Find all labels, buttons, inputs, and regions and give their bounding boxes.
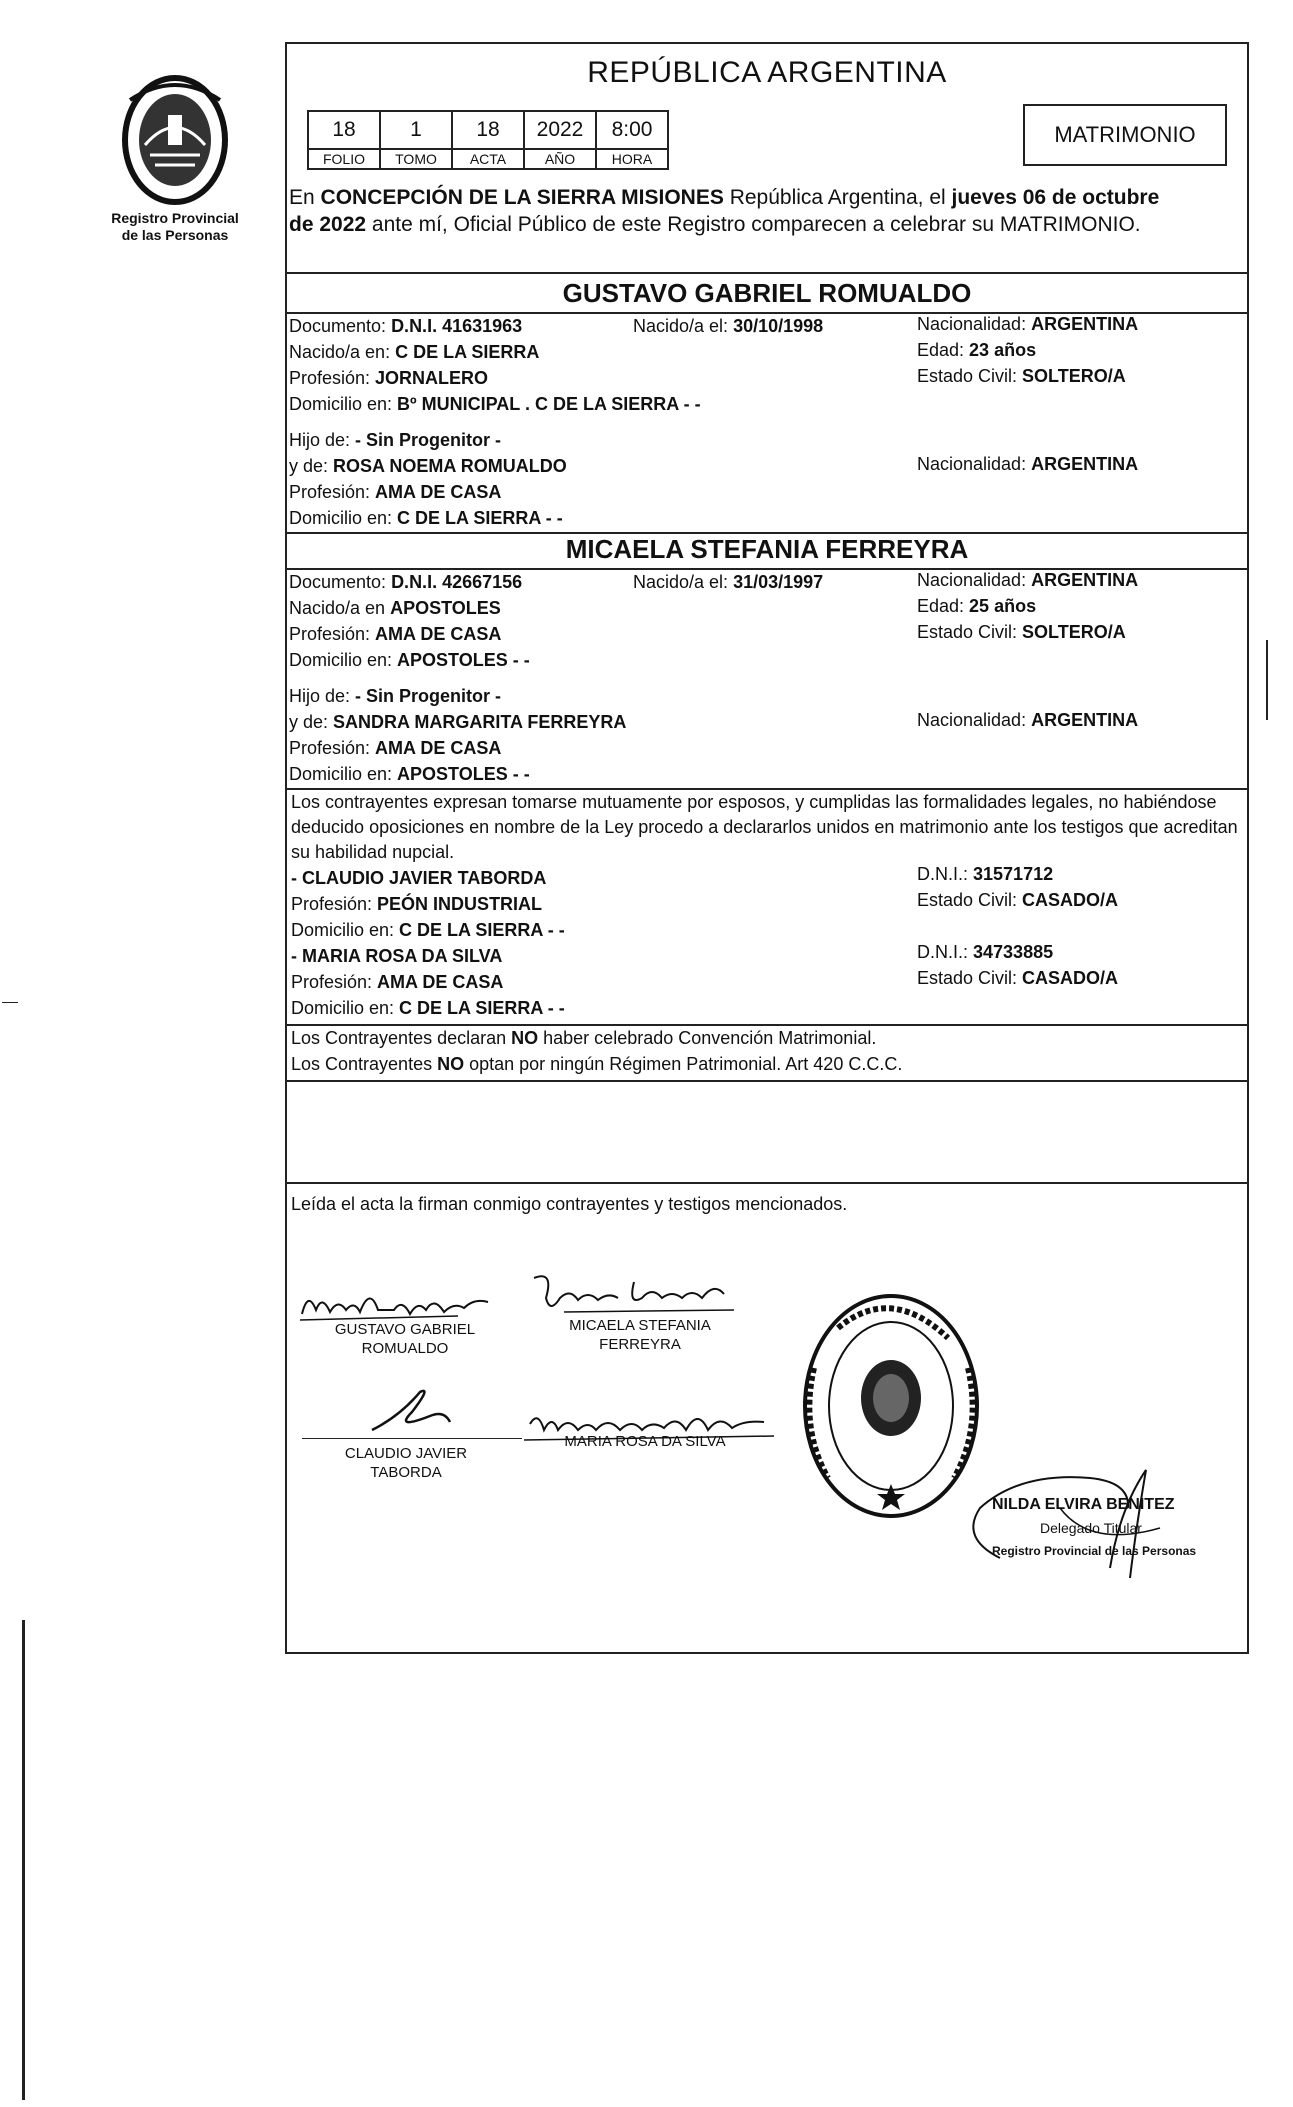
label: Nacionalidad: <box>917 570 1032 590</box>
document-title: REPÚBLICA ARGENTINA <box>587 56 947 89</box>
label: Nacido/a en: <box>289 342 396 362</box>
tomo-label: TOMO <box>380 149 452 169</box>
groom-parent2 <box>289 456 567 477</box>
logo-caption-line1: Registro Provincial <box>111 210 239 226</box>
hour-label: HORA <box>596 149 668 169</box>
scan-edge-mark <box>2 1002 18 1003</box>
groom-age <box>917 340 1036 361</box>
intro-year: de 2022 <box>289 213 367 236</box>
label: Documento: <box>289 316 392 336</box>
value: 31571712 <box>973 864 1054 884</box>
label-line: ROMUALDO <box>361 1340 449 1357</box>
witness2-name <box>291 946 502 967</box>
label: Domicilio en: <box>291 998 400 1018</box>
label: Profesión: <box>291 972 378 992</box>
label: Nacido/a el: <box>633 572 734 592</box>
label: Profesión: <box>289 738 376 758</box>
intro-place: CONCEPCIÓN DE LA SIERRA MISIONES <box>320 186 724 209</box>
groom-parent1 <box>289 430 501 451</box>
divider <box>287 1024 1247 1026</box>
intro-part: República Argentina, el <box>723 186 952 209</box>
bride-parent-profession <box>289 738 501 759</box>
value: AMA DE CASA <box>377 972 504 992</box>
closing-text: Leída el acta la firman conmigo contrayentes y testigos mencionados. <box>291 1194 848 1214</box>
value: APOSTOLES <box>390 598 501 618</box>
label: Estado Civil: <box>917 890 1023 910</box>
bride-nationality <box>917 570 1138 591</box>
text: Los Contrayentes declaran <box>291 1028 512 1048</box>
bride-address <box>289 650 530 671</box>
label: Nacido/a el: <box>633 316 734 336</box>
value: 34733885 <box>973 942 1054 962</box>
groom-signature-label <box>300 1320 510 1358</box>
bride-profession <box>289 624 501 645</box>
label: Profesión: <box>289 482 376 502</box>
label: Documento: <box>289 572 392 592</box>
declaration-text: Los contrayentes expresan tomarse mutuamente por esposos, y cumplidas las formalidades legales, no habiéndose deducido oposiciones en nombre de la Ley procedo a declararlos unidos en matrimonio ante los testigos que acreditan su habilidad nupcial. <box>291 792 1238 862</box>
bride-signature-label <box>540 1316 740 1354</box>
text: optan por ningún Régimen Patrimonial. Art 420 C.C.C. <box>464 1054 903 1074</box>
label: Domicilio en: <box>289 650 398 670</box>
value: PEÓN INDUSTRIAL <box>377 894 543 914</box>
groom-civil-status <box>917 366 1126 387</box>
bride-born-in <box>289 598 501 619</box>
label: Domicilio en: <box>289 764 398 784</box>
groom-doc <box>289 316 522 337</box>
witness1-signature-line <box>302 1438 522 1439</box>
value: ARGENTINA <box>1031 570 1139 590</box>
label-line: FERREYRA <box>599 1336 681 1353</box>
label: Estado Civil: <box>917 968 1023 988</box>
bride-name: MICAELA STEFANIA FERREYRA <box>565 534 969 564</box>
witness1-signature-icon <box>360 1386 460 1438</box>
scan-edge-mark <box>1266 640 1268 720</box>
value: ARGENTINA <box>1031 454 1139 474</box>
witness2-signature-label <box>540 1432 750 1451</box>
value: C DE LA SIERRA <box>395 342 540 362</box>
value: - MARIA ROSA DA SILVA <box>291 946 503 966</box>
label: Estado Civil: <box>917 366 1023 386</box>
label: Domicilio en: <box>289 508 398 528</box>
text: NO <box>437 1054 465 1074</box>
value: C DE LA SIERRA - - <box>399 998 565 1018</box>
groom-nationality <box>917 314 1138 335</box>
scan-edge-mark <box>22 1620 25 2100</box>
label: Nacido/a en <box>289 598 391 618</box>
value: - Sin Progenitor - <box>355 430 502 450</box>
official-role: Delegado Titular <box>1040 1520 1142 1536</box>
year-value: 2022 <box>524 111 596 149</box>
label: Domicilio en: <box>289 394 398 414</box>
value: AMA DE CASA <box>375 482 502 502</box>
text: Los Contrayentes <box>291 1054 438 1074</box>
value: D.N.I. 41631963 <box>391 316 523 336</box>
label: Hijo de: <box>289 686 356 706</box>
hour-value: 8:00 <box>596 111 668 149</box>
folio-label: FOLIO <box>308 149 380 169</box>
label: y de: <box>289 456 334 476</box>
bride-born-on <box>633 572 823 593</box>
witness2-civil-status <box>917 968 1118 989</box>
value: C DE LA SIERRA - - <box>397 508 563 528</box>
header-box <box>285 42 1249 274</box>
bride-doc <box>289 572 522 593</box>
value: APOSTOLES - - <box>397 764 530 784</box>
witness1-address <box>291 920 565 941</box>
official-name: NILDA ELVIRA BENITEZ <box>992 1496 1175 1513</box>
registry-logo <box>100 70 250 260</box>
misiones-emblem-icon <box>100 70 250 210</box>
value: C DE LA SIERRA - - <box>399 920 565 940</box>
value: CASADO/A <box>1022 890 1119 910</box>
label: Nacionalidad: <box>917 314 1032 334</box>
label: y de: <box>289 712 334 732</box>
label: Hijo de: <box>289 430 356 450</box>
witness1-signature-label <box>306 1444 506 1482</box>
value: 25 años <box>969 596 1037 616</box>
intro-date: jueves 06 de octubre <box>951 186 1160 209</box>
label-line: MICAELA STEFANIA <box>569 1317 711 1334</box>
divider <box>287 1080 1247 1082</box>
record-table <box>307 110 669 170</box>
label: Estado Civil: <box>917 622 1023 642</box>
value: 31/03/1997 <box>733 572 824 592</box>
label: Nacionalidad: <box>917 454 1032 474</box>
value: 23 años <box>969 340 1037 360</box>
label: Domicilio en: <box>291 920 400 940</box>
bride-civil-status <box>917 622 1126 643</box>
groom-address <box>289 394 701 415</box>
value: CASADO/A <box>1022 968 1119 988</box>
official-office: Registro Provincial de las Personas <box>992 1544 1197 1558</box>
official-signature <box>960 1468 1200 1588</box>
witness1-profession <box>291 894 542 915</box>
label: D.N.I.: <box>917 864 974 884</box>
groom-born-on <box>633 316 823 337</box>
label: Profesión: <box>289 624 376 644</box>
value: ROSA NOEMA ROMUALDO <box>333 456 567 476</box>
groom-born-in <box>289 342 539 363</box>
value: AMA DE CASA <box>375 738 502 758</box>
value: 30/10/1998 <box>733 316 824 336</box>
record-type: MATRIMONIO <box>1023 104 1227 166</box>
tomo-value: 1 <box>380 111 452 149</box>
groom-profession <box>289 368 488 389</box>
acta-label: ACTA <box>452 149 524 169</box>
intro-text <box>287 184 1247 238</box>
text: haber celebrado Convención Matrimonial. <box>538 1028 877 1048</box>
witness2-address <box>291 998 565 1019</box>
label-line: TABORDA <box>370 1464 442 1481</box>
value: SOLTERO/A <box>1022 622 1126 642</box>
witness1-civil-status <box>917 890 1118 911</box>
groom-parent-profession <box>289 482 501 503</box>
divider <box>287 1182 1247 1184</box>
bride-parent1 <box>289 686 501 707</box>
acta-value: 18 <box>452 111 524 149</box>
groom-parent-nationality <box>917 454 1138 475</box>
value: - CLAUDIO JAVIER TABORDA <box>291 868 547 888</box>
value: ARGENTINA <box>1031 710 1139 730</box>
witness2-profession <box>291 972 503 993</box>
value: AMA DE CASA <box>375 624 502 644</box>
groom-name: GUSTAVO GABRIEL ROMUALDO <box>562 278 972 308</box>
registry-seal-icon <box>798 1288 984 1524</box>
bride-age <box>917 596 1036 617</box>
label-line: GUSTAVO GABRIEL <box>334 1321 476 1338</box>
label: Nacionalidad: <box>917 710 1032 730</box>
folio-value: 18 <box>308 111 380 149</box>
value: SANDRA MARGARITA FERREYRA <box>333 712 627 732</box>
intro-part: En <box>289 186 321 209</box>
value: JORNALERO <box>375 368 489 388</box>
groom-signature-icon <box>298 1280 498 1324</box>
witness2-dni <box>917 942 1053 963</box>
value: - Sin Progenitor - <box>355 686 502 706</box>
label: Profesión: <box>289 368 376 388</box>
bride-signature-icon <box>524 1268 744 1320</box>
label-line: MARIA ROSA DA SILVA <box>564 1433 726 1450</box>
label: Edad: <box>917 596 970 616</box>
label-line: CLAUDIO JAVIER <box>344 1445 468 1462</box>
label: Profesión: <box>291 894 378 914</box>
value: D.N.I. 42667156 <box>391 572 523 592</box>
logo-caption-line2: de las Personas <box>121 227 229 243</box>
bride-parent2 <box>289 712 626 733</box>
value: SOLTERO/A <box>1022 366 1126 386</box>
convention-line1 <box>291 1028 876 1049</box>
year-label: AÑO <box>524 149 596 169</box>
bride-parent-address <box>289 764 530 785</box>
intro-part: ante mí, Oficial Público de este Registro comparecen a celebrar su MATRIMONIO. <box>366 213 1141 236</box>
bride-parent-nationality <box>917 710 1138 731</box>
value: ARGENTINA <box>1031 314 1139 334</box>
value: APOSTOLES - - <box>397 650 530 670</box>
label: D.N.I.: <box>917 942 974 962</box>
label: Edad: <box>917 340 970 360</box>
witness1-name <box>291 868 546 889</box>
text: NO <box>511 1028 539 1048</box>
groom-parent-address <box>289 508 563 529</box>
witness1-dni <box>917 864 1053 885</box>
convention-line2 <box>291 1054 902 1075</box>
value: Bº MUNICIPAL . C DE LA SIERRA - - <box>397 394 701 414</box>
